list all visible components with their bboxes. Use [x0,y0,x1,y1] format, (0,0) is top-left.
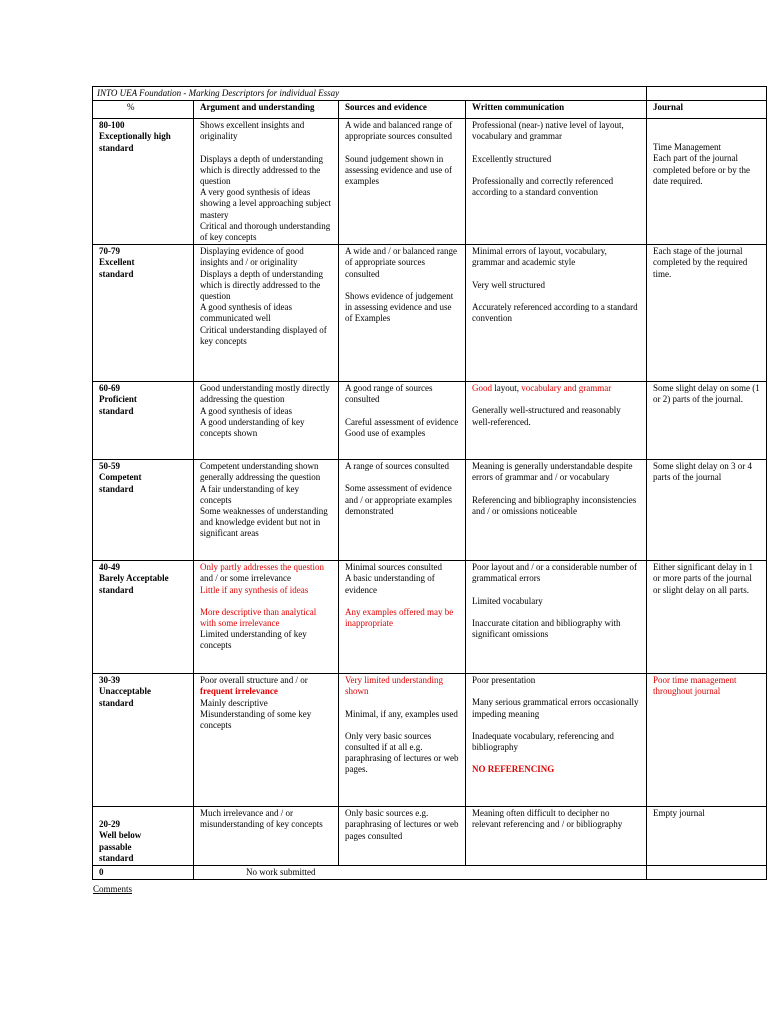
written-cell: Minimal errors of layout, vocabulary, grammar and academic style Very well structured Accurately referenced according to a standard convention [466,245,647,382]
table-title: INTO UEA Foundation - Marking Descriptors for individual Essay [93,87,647,101]
argument-cell: Only partly addresses the question and / or some irrelevance Little if any synthesis of ideas More descriptive than analytical with some irrelevance Limited understanding of key concepts [194,561,339,674]
sources-cell: A wide and balanced range of appropriate sources consulted Sound judgement shown in assessing evidence and use of examples [339,119,466,245]
written-cell: Meaning often difficult to decipher no relevant referencing and / or bibliography [466,807,647,866]
argument-cell: Shows excellent insights and originality Displays a depth of understanding which is directly addressed to the question A very good synthesis of ideas showing a level approaching subject mastery Critical and thorough understanding of key concepts [194,119,339,245]
sources-cell: A range of sources consulted Some assessment of evidence and / or appropriate examples demonstrated [339,460,466,561]
title-spacer [647,87,767,101]
sources-cell: Only basic sources e.g. paraphrasing of lectures or web pages consulted [339,807,466,866]
journal-cell: Time Management Each part of the journal completed before or by the date required. [647,119,767,245]
band-cell: 0 [93,866,194,880]
header-journal: Journal [647,101,767,119]
comments-heading: Comments [93,884,133,894]
table-row [93,119,767,245]
sources-cell: A good range of sources consulted Careful assessment of evidence Good use of examples [339,382,466,460]
header-row [93,101,767,119]
band-cell: 80-100 Exceptionally high standard [93,119,194,245]
argument-cell: Much irrelevance and / or misunderstanding of key concepts [194,807,339,866]
marking-descriptors-document [92,86,766,880]
header-written: Written communication [466,101,647,119]
sources-cell: Very limited understanding shown Minimal, if any, examples used Only very basic sources consulted if at all e.g. paraphrasing of lectures or web pages. [339,674,466,807]
written-cell: Professional (near-) native level of layout, vocabulary and grammar Excellently structured Professionally and correctly referenced according to a standard convention [466,119,647,245]
table-row [93,382,767,460]
band-cell: 70-79 Excellent standard [93,245,194,382]
table-row [93,807,767,866]
argument-cell: Displaying evidence of good insights and / or originality Displays a depth of understanding which is directly addressed to the question A good synthesis of ideas communicated well Critical understanding displayed of key concepts [194,245,339,382]
band-cell: 30-39 Unacceptable standard [93,674,194,807]
band-cell: 50-59 Competent standard [93,460,194,561]
journal-cell: Poor time management throughout journal [647,674,767,807]
written-cell: Poor layout and / or a considerable number of grammatical errors Limited vocabulary Inaccurate citation and bibliography with significant omissions [466,561,647,674]
table-row [93,674,767,807]
title-row [93,87,767,101]
band-cell: 40-49 Barely Acceptable standard [93,561,194,674]
table-row [93,460,767,561]
written-cell: Good layout, vocabulary and grammar Generally well-structured and reasonably well-referenced. [466,382,647,460]
journal-cell: Empty journal [647,807,767,866]
journal-cell: Some slight delay on 3 or 4 parts of the journal [647,460,767,561]
argument-cell: Competent understanding shown generally addressing the question A fair understanding of key concepts Some weaknesses of understanding and knowledge evident but not in significant areas [194,460,339,561]
journal-cell: Either significant delay in 1 or more parts of the journal or slight delay on all parts. [647,561,767,674]
written-cell: Meaning is generally understandable despite errors of grammar and / or vocabulary Referencing and bibliography inconsistencies and / or omissions noticeable [466,460,647,561]
table-row [93,245,767,382]
header-percent: % [93,101,194,119]
sources-cell: A wide and / or balanced range of appropriate sources consulted Shows evidence of judgement in assessing evidence and use of Examples [339,245,466,382]
header-argument: Argument and understanding [194,101,339,119]
header-sources: Sources and evidence [339,101,466,119]
argument-cell: Good understanding mostly directly addressing the question A good synthesis of ideas A good understanding of key concepts shown [194,382,339,460]
no-work-cell: No work submitted [194,866,647,880]
journal-cell: Some slight delay on some (1 or 2) parts of the journal. [647,382,767,460]
sources-cell: Minimal sources consulted A basic understanding of evidence Any examples offered may be inappropriate [339,561,466,674]
written-cell: Poor presentation Many serious grammatical errors occasionally impeding meaning Inadequate vocabulary, referencing and bibliography NO REFERENCING [466,674,647,807]
descriptors-table [92,86,767,880]
band-cell: 20-29 Well below passable standard [93,807,194,866]
table-row [93,561,767,674]
journal-cell: Each stage of the journal completed by the required time. [647,245,767,382]
argument-cell: Poor overall structure and / or frequent irrelevance Mainly descriptive Misunderstanding of some key concepts [194,674,339,807]
table-row [93,866,767,880]
band-cell: 60-69 Proficient standard [93,382,194,460]
journal-cell [647,866,767,880]
